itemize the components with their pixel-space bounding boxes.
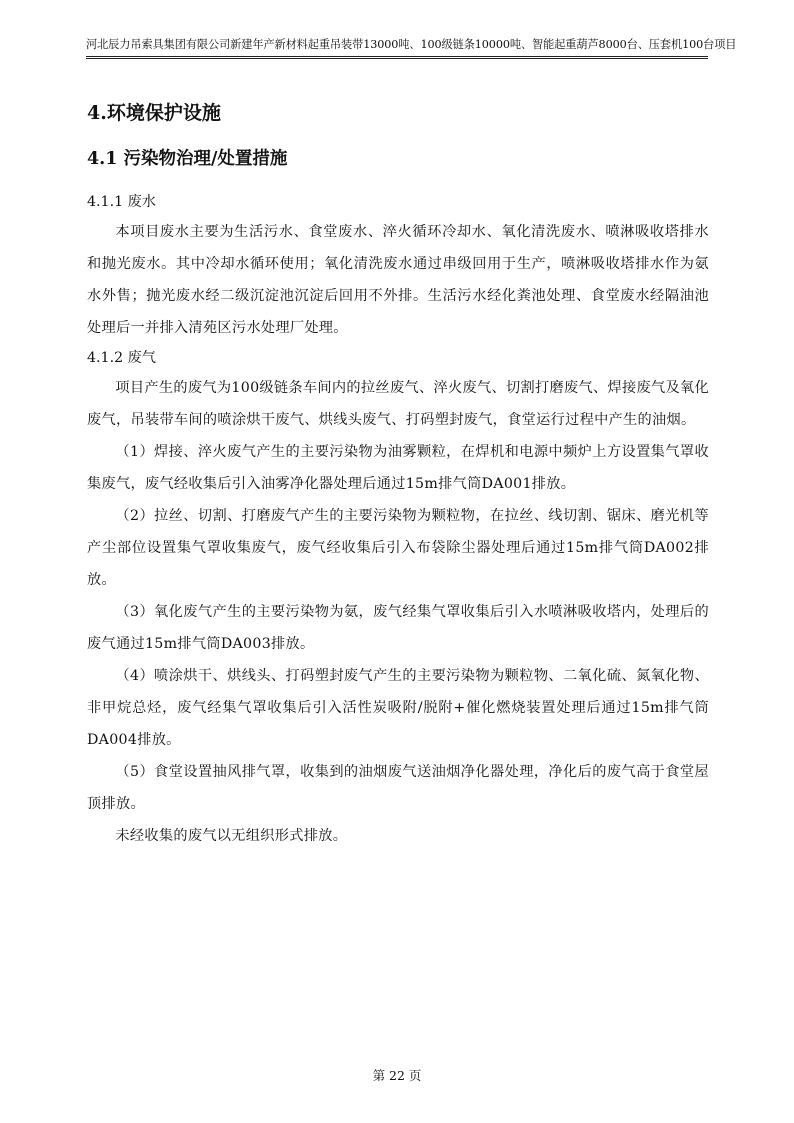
exhaust-item-3: （3）氧化废气产生的主要污染物为氨，废气经集气罩收集后引入水喷淋吸收塔内，处理后的废气通过15m排气筒DA003排放。 bbox=[87, 604, 709, 652]
subsection-title: 4.1 污染物治理/处置措施 bbox=[87, 149, 288, 169]
exhaust-closing-paragraph: 未经收集的废气以无组织形式排放。 bbox=[115, 828, 348, 844]
exhaust-item-1: （1）焊接、淬火废气产生的主要污染物为油雾颗粒，在焊机和电源中频炉上方设置集气罩收集废气，废气经收集后引入油雾净化器处理后通过15m排气筒DA001排放。 bbox=[87, 444, 709, 492]
page-number: 第 22 页 bbox=[372, 1068, 422, 1083]
wastewater-paragraph: 本项目废水主要为生活污水、食堂废水、淬火循环冷却水、氧化清洗废水、喷淋吸收塔排水和抛光废水。其中冷却水循环使用；氧化清洗废水通过串级回用于生产，喷淋吸收塔排水作为氨水外售；抛光废水经二级沉淀池沉淀后回用不外排。生活污水经化粪池处理、食堂废水经隔油池处理后一并排入清苑区污水处理厂处理。 bbox=[87, 224, 709, 336]
document-body bbox=[87, 188, 709, 852]
section-title: 4.环境保护设施 bbox=[87, 102, 221, 124]
exhaust-heading: 4.1.2 废气 bbox=[87, 350, 156, 366]
exhaust-item-4: （4）喷涂烘干、烘线头、打码塑封废气产生的主要污染物为颗粒物、二氧化硫、氮氧化物、非甲烷总烃，废气经集气罩收集后引入活性炭吸附/脱附+催化燃烧装置处理后通过15m排气筒DA004排放。 bbox=[87, 668, 709, 748]
exhaust-intro-paragraph: 项目产生的废气为100级链条车间内的拉丝废气、淬火废气、切割打磨废气、焊接废气及氧化废气，吊装带车间的喷涂烘干废气、烘线头废气、打码塑封废气，食堂运行过程中产生的油烟。 bbox=[87, 380, 709, 428]
exhaust-item-5: （5）食堂设置抽风排气罩，收集到的油烟废气送油烟净化器处理，净化后的废气高于食堂屋顶排放。 bbox=[87, 764, 709, 812]
running-header: 河北辰力吊索具集团有限公司新建年产新材料起重吊装带13000吨、100级链条10000吨、智能起重葫芦8000台、压套机100台项目 bbox=[86, 36, 708, 57]
wastewater-heading: 4.1.1 废水 bbox=[87, 194, 156, 210]
exhaust-item-2: （2）拉丝、切割、打磨废气产生的主要污染物为颗粒物，在拉丝、线切割、锯床、磨光机等产尘部位设置集气罩收集废气，废气经收集后引入布袋除尘器处理后通过15m排气筒DA002排放。 bbox=[87, 508, 709, 588]
